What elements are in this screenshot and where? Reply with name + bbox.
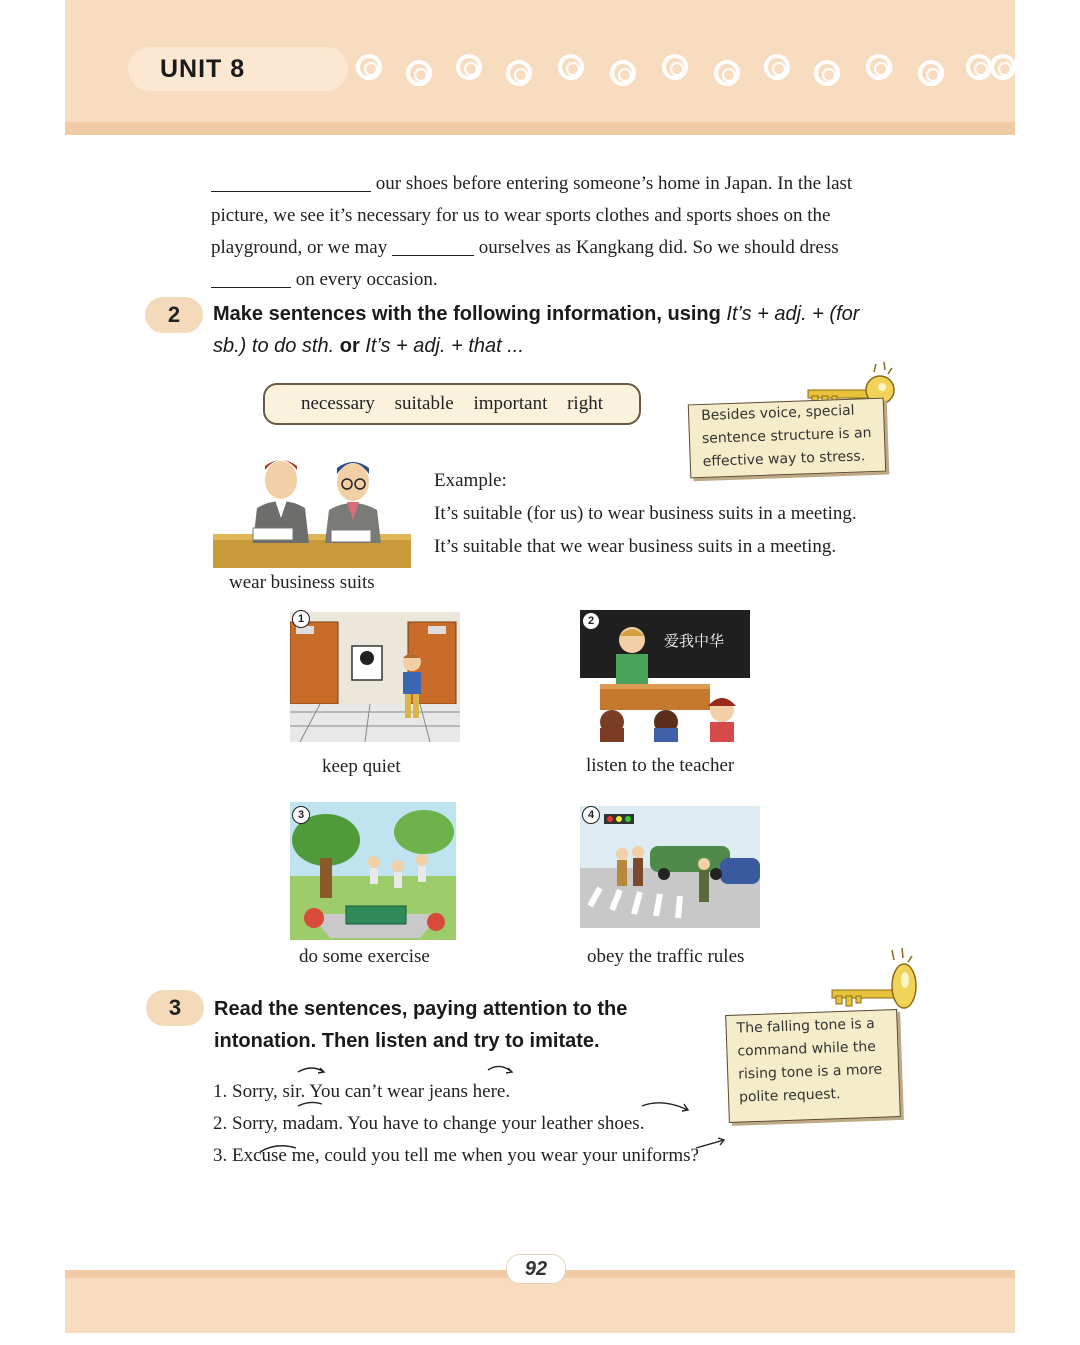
- section-3-instruction: Read the sentences, paying attention to the intonation. Then listen and try to imitate.: [214, 998, 628, 1052]
- sentence-2: 2. Sorry, madam. You have to change your leather shoes.: [213, 1113, 645, 1134]
- blank-3[interactable]: [211, 267, 291, 288]
- item-3-number: 3: [292, 806, 310, 824]
- word-item: right: [567, 393, 603, 414]
- word-item: necessary: [301, 393, 375, 414]
- blank-2[interactable]: [392, 235, 474, 256]
- intro-line-1: our shoes before entering someone’s home in Japan. In the last: [371, 173, 853, 194]
- item-2-number: 2: [582, 612, 600, 630]
- example-line-1: It’s suitable (for us) to wear business suits in a meeting.: [434, 503, 857, 524]
- section-2-badge: 2: [145, 297, 203, 333]
- word-item: important: [473, 393, 548, 414]
- page-number: 92: [506, 1254, 566, 1284]
- keep-quiet-illustration: [290, 612, 460, 742]
- intro-line-3a: playground, or we may: [211, 237, 392, 258]
- listen-teacher-illustration: [580, 610, 750, 742]
- example-label: Example:: [434, 470, 507, 491]
- exercise-illustration: [290, 802, 456, 940]
- intro-line-3b: ourselves as Kangkang did. So we should dress: [473, 237, 839, 258]
- blank-1[interactable]: [211, 171, 371, 192]
- intro-line-2: picture, we see it’s necessary for us to wear sports clothes and sports shoes on the: [211, 205, 831, 226]
- item-4-caption: obey the traffic rules: [587, 946, 745, 967]
- item-4-number: 4: [582, 806, 600, 824]
- item-1-number: 1: [292, 610, 310, 628]
- section-2-note: Besides voice, special sentence structure is an effective way to stress.: [688, 398, 886, 479]
- section-3-note: The falling tone is a command while the rising tone is a more polite request.: [725, 1009, 901, 1123]
- traffic-rules-illustration: [580, 806, 760, 928]
- example-line-2: It’s suitable that we wear business suits in a meeting.: [434, 536, 837, 557]
- word-item: suitable: [394, 393, 454, 414]
- item-2-caption: listen to the teacher: [586, 755, 735, 776]
- section-2-instruction: Make sentences with the following information, using It’s + adj. + (for sb.) to do sth. or It’s + adj. + that ...: [213, 303, 860, 357]
- business-suits-illustration: [213, 448, 411, 568]
- header-band: [65, 122, 1015, 135]
- unit-label: UNIT 8: [160, 55, 246, 83]
- sentence-1: 1. Sorry, sir. You can’t wear jeans here.: [213, 1081, 511, 1102]
- intro-paragraph: [211, 168, 911, 296]
- key-icon: [820, 946, 920, 1012]
- item-3-caption: do some exercise: [299, 946, 430, 967]
- word-box: [263, 383, 641, 425]
- section-3-badge: 3: [146, 990, 204, 1026]
- example-caption: wear business suits: [229, 572, 375, 593]
- sentence-3: 3. Excuse me, could you tell me when you wear your uniforms?: [213, 1145, 699, 1166]
- item-1-caption: keep quiet: [322, 756, 401, 777]
- blackboard-text: 爱我中华: [664, 632, 725, 650]
- intro-line-4: on every occasion.: [291, 269, 438, 290]
